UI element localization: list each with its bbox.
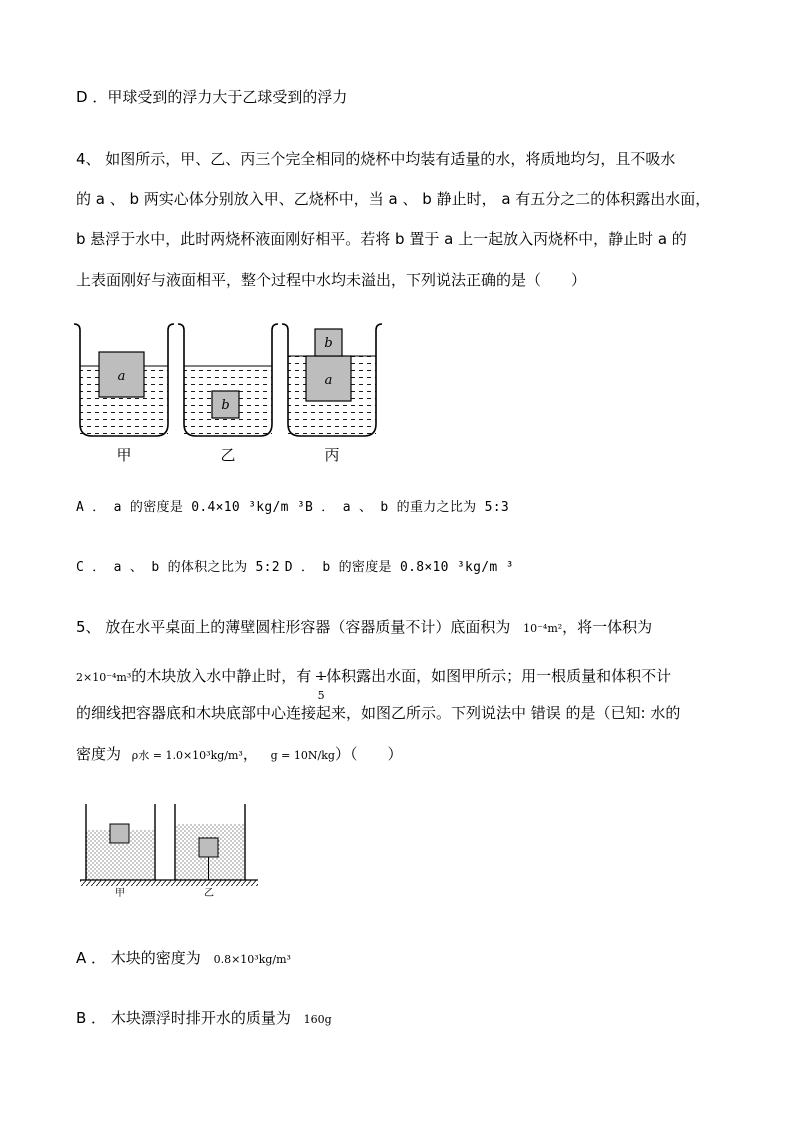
q4-option-d: D ． b 的密度是 0.8×10 ³kg/m ³ [284, 560, 514, 575]
q5-gravity-formula: g = 10N/kg [270, 749, 335, 762]
label-yi: 乙 [220, 446, 236, 464]
q4-option-a: A ． a 的密度是 0.4×10 ³kg/m ³ [76, 500, 306, 515]
q5-line4-tail: ）（ ） [334, 745, 403, 763]
q5-line2-text: 的木块放入水中静止时，有 [131, 667, 312, 685]
q4-stem-line-3: b 悬浮于水中，此时两烧杯液面刚好相平。若将 b 置于 a 上一起放入丙烧杯中，静止时 a 的 [76, 230, 687, 248]
q5-stem-line-4: 密度为 ρ水 = 1.0×10³kg/m³， g = 10N/kg）（ ） [76, 745, 403, 763]
q4-beakers-figure [70, 318, 390, 468]
q5-line4-text: 密度为 [76, 745, 122, 763]
block-a-label: a [117, 369, 126, 384]
q5-area-formula: 10⁻⁴m² [523, 622, 563, 635]
q4-option-c: C ． a 、 b 的体积之比为 5:2 [76, 560, 280, 575]
q4-option-b: B ． a 、 b 的重力之比为 5:3 [305, 500, 509, 515]
q5-option-a-text: A ． 木块的密度为 [76, 949, 201, 967]
q4-stem-line-4: 上表面刚好与液面相平，整个过程中水均未溢出，下列说法正确的是（ ） [76, 271, 587, 289]
label-jia: 甲 [116, 446, 132, 464]
q4-options-row-1 [76, 497, 509, 518]
container-jia [86, 804, 155, 880]
q4-stem-line-2: 的 a 、 b 两实心体分别放入甲、乙烧杯中，当 a 、 b 静止时， a 有五分之二的体积露出水面， [76, 190, 711, 208]
block-b-label: b [221, 398, 230, 413]
block-a-label-bing: a [324, 373, 333, 388]
label-yi-5: 乙 [204, 888, 214, 899]
beaker-jia [74, 324, 174, 436]
q5-line2-tail: 体积露出水面，如图甲所示；用一根质量和体积不计 [326, 667, 672, 685]
q5-option-b-text: B ． 木块漂浮时排开水的质量为 [76, 1009, 291, 1027]
container-yi [175, 804, 245, 880]
q3-option-d: D ．甲球受到的浮力大于乙球受到的浮力 [76, 88, 348, 106]
wood-block-yi [199, 838, 218, 857]
table-surface [80, 880, 258, 886]
q5-stem-line-2 [76, 658, 672, 702]
q5-option-b-formula: 160g [303, 1013, 332, 1026]
q5-volume-formula: 2×10⁻⁴m³ [76, 671, 132, 684]
q5-option-b [76, 1008, 332, 1030]
q4-options-row-2 [76, 557, 514, 578]
fraction-bar [316, 676, 326, 677]
q5-stem-line-3: 的细线把容器底和木块底部中心连接起来，如图乙所示。下列说法中 错误 的是（已知: 水的 [76, 704, 681, 722]
wood-block-jia [110, 824, 129, 843]
q5-option-a-formula: 0.8×10³kg/m³ [213, 953, 291, 966]
q5-fraction [316, 659, 326, 702]
label-jia-5: 甲 [115, 888, 125, 899]
q5-option-a [76, 948, 291, 970]
fraction-numerator: 1 [317, 669, 325, 683]
q4-stem-line-1: 4、 如图所示，甲、乙、丙三个完全相同的烧杯中均装有适量的水，将质地均匀，且不吸水 [76, 150, 676, 168]
q5-line1-text: 5、 放在水平桌面上的薄壁圆柱形容器（容器质量不计）底面积为 [76, 618, 511, 636]
beaker-bing [282, 324, 382, 436]
q5-containers-figure [78, 800, 260, 900]
q5-line1-tail: ，将一体积为 [562, 618, 653, 636]
q5-stem-line-1 [76, 617, 652, 639]
q5-water-density-formula: ρ水 = 1.0×10³kg/m³ [131, 749, 243, 762]
block-b-label-bing: b [324, 336, 333, 351]
label-bing: 丙 [324, 446, 340, 464]
fraction-denominator: 5 [317, 688, 325, 702]
beaker-yi [178, 324, 278, 436]
